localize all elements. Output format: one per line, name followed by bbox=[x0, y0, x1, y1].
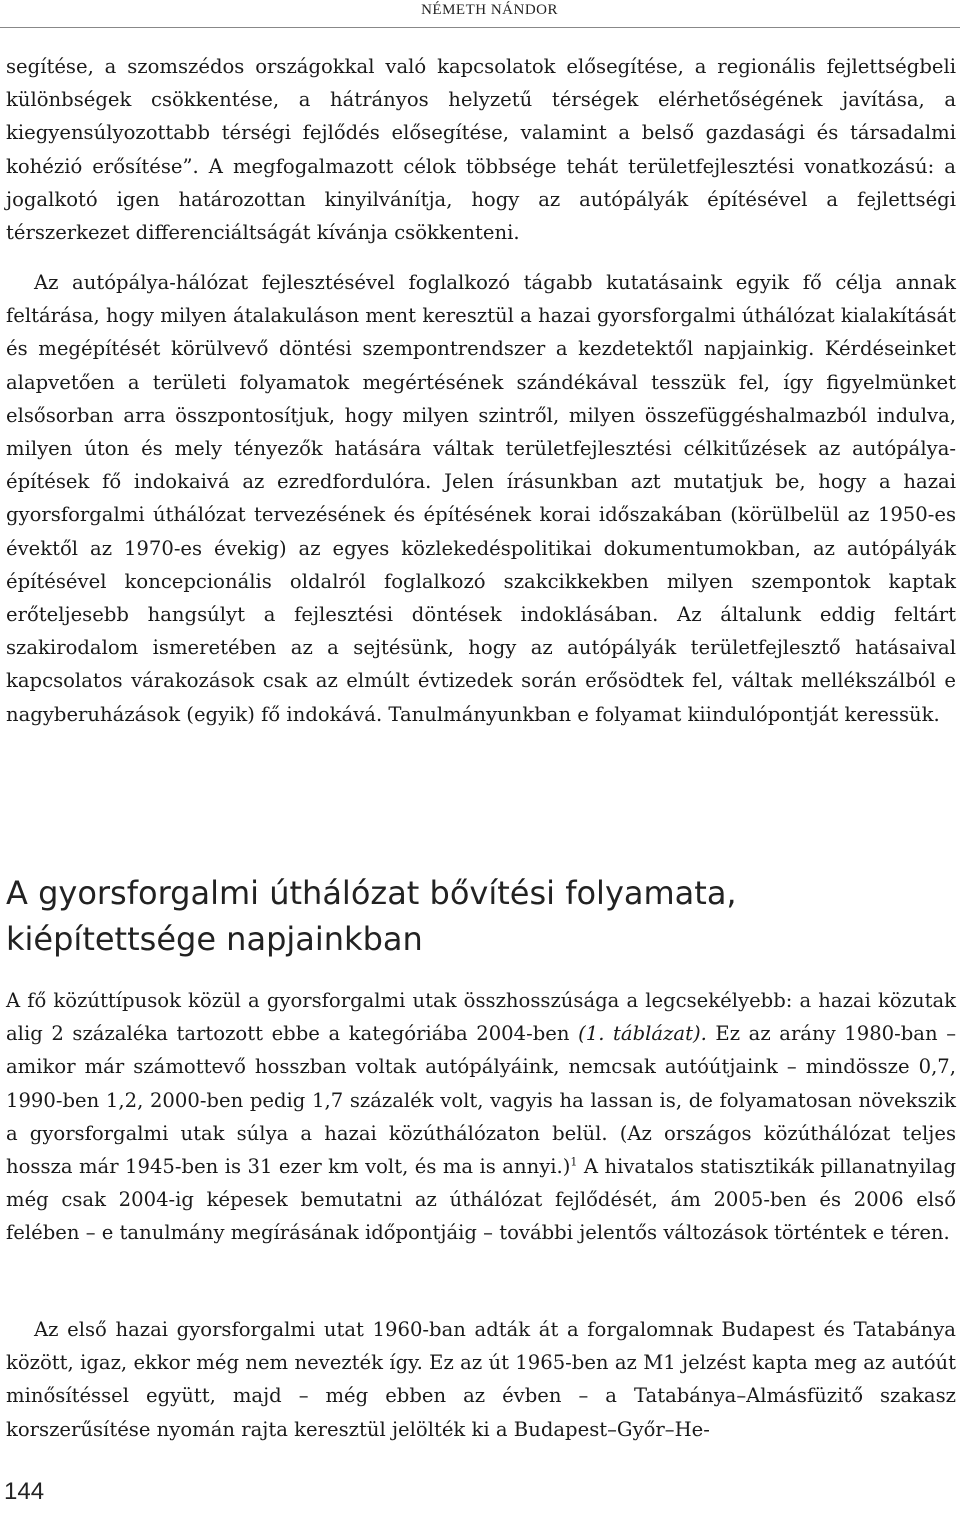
paragraph-3-text-b: Ez az arány 1980-ban – amikor már számottevő hosszban voltak autópályáink, nemcsak autóútjaink – mindössze 0,7, 1990-ben 1,2, 2000-ben pedig 1,7 százalék volt, vagyis ha lassan is, de folyamatosan növekszik a gyorsforgalmi utak súlya a hazai közúthálózaton belül. (Az országos közúthálózat teljes hossza már 1945-ben is 31 ezer km volt, és ma is annyi.) bbox=[6, 1022, 957, 1179]
paragraph-3-text-c: A hivatalos statisztikák pillanatnyilag még csak 2004-ig képesek bemutatni az úthálózat fejlődését, ám 2005-ben és 2006 első felében – e tanulmány megírásának időpontjáig – további jelentős változások történtek e téren. bbox=[6, 1155, 956, 1245]
table-reference: (1. táblázat). bbox=[578, 1022, 707, 1046]
paragraph-1: segítése, a szomszédos országokkal való kapcsolatok elősegítése, a regionális fejlettségbeli különbségek csökkentése, a hátrányos helyzetű térségek elérhetőségének javítása, a kiegyensúlyozottabb térségi fejlődés elősegítése, valamint a belső gazdasági és társadalmi kohézió erősítése”. A megfogalmazott célok többsége tehát területfejlesztési vonatkozású: a jogalkotó igen határozottan kinyilvánítja, hogy az autópályák építésével a fejlettségi térszerkezet differenciáltságát kívánja csökkenteni. bbox=[6, 55, 956, 245]
paragraph-3-text-a: A fő közúttípusok közül a gyorsforgalmi utak összhosszúsága a legcsekélyebb: a hazai közutak alig 2 százaléka tartozott ebbe a kategóriába 2004-ben bbox=[6, 989, 956, 1046]
running-head-author: NÉMETH NÁNDOR bbox=[421, 2, 558, 18]
paragraph-3 bbox=[6, 984, 956, 1250]
page-number: 144 bbox=[4, 1478, 45, 1505]
section-heading-line-1: A gyorsforgalmi úthálózat bővítési folyamata, bbox=[6, 874, 737, 912]
paragraph-4: Az első hazai gyorsforgalmi utat 1960-ban adták át a forgalomnak Budapest és Tatabánya között, igaz, ekkor még nem nevezték így. Ez az út 1965-ben az M1 jelzést kapta meg az autóút minősítéssel együtt, majd – még ebben az évben – a Tatabánya–Almásfüzitő szakasz korszerűsítése nyomán rajta keresztül jelölték ki a Budapest–Győr–He- bbox=[6, 1318, 956, 1441]
section-heading bbox=[6, 870, 906, 962]
footnote-marker[interactable]: 1 bbox=[570, 1155, 578, 1169]
section-heading-line-2: kiépítettsége napjainkban bbox=[6, 920, 423, 958]
header-rule bbox=[0, 27, 960, 28]
paragraph-2: Az autópálya-hálózat fejlesztésével foglalkozó tágabb kutatásaink egyik fő célja annak feltárása, hogy milyen átalakuláson ment keresztül a hazai gyorsforgalmi úthálózat kialakítását és megépítését körülvevő döntési szempontrendszer a kezdetektől napjainkig. Kérdéseinket alapvetően a területi folyamatok megértésének szándékával tesszük fel, így figyelmünket elsősorban arra összpontosítjuk, hogy milyen szintről, milyen összefüggéshalmazból indulva, milyen úton és mely tényezők hatására váltak területfejlesztési célkitűzések az autópálya-építések fő indokaivá az ezredfordulóra. Jelen írásunkban azt mutatjuk be, hogy a hazai gyorsforgalmi úthálózat tervezésének és építésének korai időszakában (körülbelül az 1950-es évektől az 1970-es évekig) az egyes közlekedéspolitikai dokumentumokban, az autópályák építésével koncepcionális oldalról foglalkozó szakcikkekben milyen szempontok kaptak erőteljesebb hangsúlyt a fejlesztési döntések indoklásában. Az általunk eddig feltárt szakirodalom ismeretében az a sejtésünk, hogy az autópályák területfejlesztő hatásaival kapcsolatos várakozások csak az elmúlt évtizedek során erősödtek fel, váltak mellékszálból e nagyberuházások (egyik) fő indokává. Tanulmányunkban e folyamat kiindulópontját keressük. bbox=[6, 271, 956, 726]
